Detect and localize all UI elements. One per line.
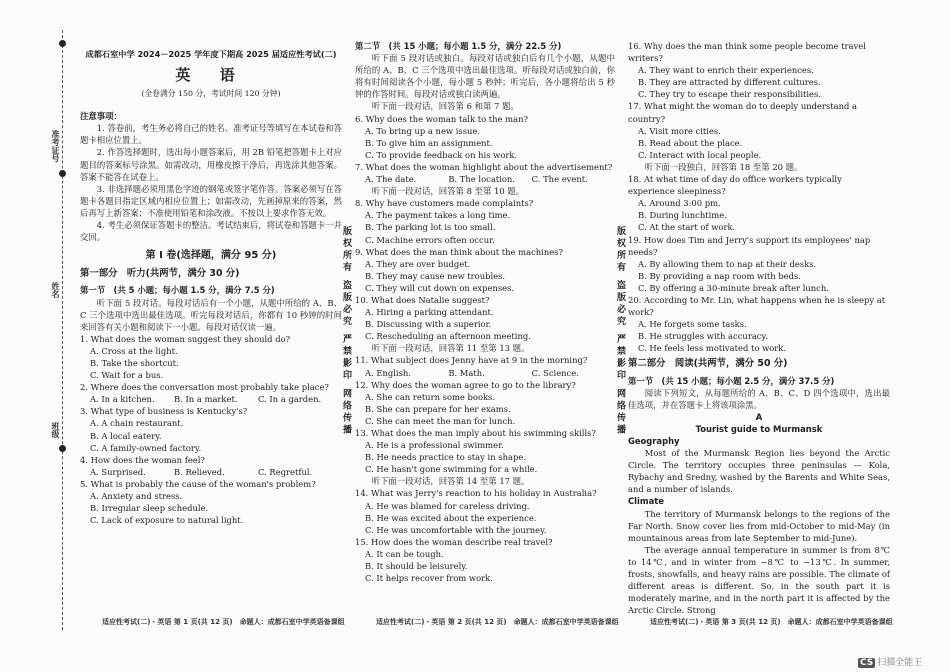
option: B. Discussing with a superior. (365, 319, 492, 330)
option: B. He struggles with accuracy. (638, 331, 768, 342)
page-2-column (355, 40, 615, 584)
option: C. She can meet the man for lunch. (365, 415, 516, 426)
option: A. He forgets some tasks. (638, 319, 747, 330)
passage-paragraph: Most of the Murmansk Region lies beyond the Arctic Circle. The territory occupies three peninsulas — Kola, Rybachy and Sredny, washed by the Barents and White Seas, and a number of islands. (628, 448, 890, 495)
option: A. They want to enrich their experiences. (638, 65, 814, 76)
binding-margin (18, 30, 66, 630)
binding-dot (59, 170, 66, 177)
passage-title: Tourist guide to Murmansk (695, 423, 823, 434)
option: A. They are over budget. (365, 258, 471, 269)
option: A. He was blamed for careless driving. (365, 500, 530, 511)
scanner-logo-icon: CS (860, 658, 874, 668)
question-stem: 5. What is probably the cause of the woman's problem? (80, 478, 316, 489)
passage-paragraph: The territory of Murmansk belongs to the regions of the Far North. Snow cover lies from mid-October to mid-May (in mountainous areas from late September to mid-June). (628, 508, 890, 543)
option: B. In a market. (174, 394, 238, 405)
option-row (80, 466, 342, 478)
option: A. Visit more cities. (638, 125, 721, 136)
option: A. The date. (365, 174, 417, 185)
option-row (355, 367, 615, 379)
option: C. Wait for a bus. (90, 370, 164, 381)
passage-heading: Geography (628, 436, 680, 446)
dialogue-intro: 听下面一段对话，回答第 8 至第 10 题。 (371, 186, 525, 197)
dialogue-intro: 听下面一段对话，回答第 6 和第 7 题。 (371, 101, 519, 112)
binding-dot (59, 40, 66, 47)
volume-title: 第 I 卷(选择题，满分 95 分) (145, 250, 277, 262)
page-3-column (628, 40, 890, 616)
option: A. Around 3:00 pm. (638, 198, 721, 209)
option: B. During lunchtime. (638, 210, 727, 221)
page-footer: 适应性考试(二)・英语 第 2 页(共 12 页) 命题人：成都石室中学英语备课组 (376, 618, 619, 626)
question-block (80, 381, 342, 405)
option: C. Rescheduling an afternoon meeting. (365, 331, 531, 342)
scanner-name: 扫描全能王 (877, 658, 923, 668)
question-stem: 17. What might the woman do to deeply understand a country? (628, 101, 858, 124)
option-row (80, 393, 342, 405)
dialogue-intro: 听下面一段对话，回答第 14 至第 17 题。 (371, 476, 530, 487)
question-block (80, 478, 342, 526)
option: C. Interact with local people. (638, 149, 762, 160)
passage-heading: Climate (628, 496, 664, 507)
option: B. They are attracted by different cultures. (638, 77, 821, 88)
option: C. He was uncomfortable with the journey. (365, 524, 547, 535)
option: C. It helps recover from work. (365, 573, 493, 584)
question-stem: 15. How does the woman describe real travel? (355, 536, 553, 547)
option: C. Science. (531, 367, 579, 378)
exam-title: 成都石室中学 2024－2025 学年度下期高 2025 届适应性考试(二) (85, 49, 337, 59)
note-item: 4. 考生必须保证答题卡的整洁。考试结束后，将试卷和答题卡一并交回。 (80, 220, 342, 243)
option: B. The location. (448, 174, 515, 185)
option: A. It can be tough. (365, 548, 444, 559)
option: A. She can return some books. (365, 391, 496, 402)
copyright-notice: 版权所有 盗版必究 严禁影印 网络传播 (615, 226, 625, 437)
question-block (80, 333, 342, 381)
subject-title: 英 语 (175, 66, 247, 85)
question-stem: 8. Why have customers made complaints? (355, 198, 534, 209)
question-stem: 2. Where does the conversation most probably take place? (80, 382, 329, 393)
option: A. Anxiety and stress. (90, 491, 183, 501)
question-stem: 9. What does the man think about the machines? (355, 246, 563, 257)
option: C. They try to escape their responsibilities. (638, 89, 821, 100)
notes-title: 注意事项： (80, 111, 122, 122)
option: C. Machine errors often occur. (365, 234, 495, 245)
question-stem: 12. Why does the woman agree to go to the library? (355, 379, 576, 390)
cut-line (62, 30, 63, 630)
binding-dot (59, 445, 66, 452)
option: A. In a kitchen. (90, 394, 155, 405)
option: B. Irregular sleep schedule. (90, 503, 209, 514)
option: A. By allowing them to nap at their desks. (638, 258, 817, 269)
note-item: 3. 非选择题必须用黑色字迹的钢笔或签字笔作答。答案必须写在答题卡各题目指定区域内相应位置上；如需改动，先画掉原来的答案，然后再写上新答案；不准使用铅笔和涂改液。不按以上要求作答无效。 (80, 183, 342, 218)
note-item: 2. 作答选择题时，选出每小题答案后，用 2B 铅笔把答题卡上对应题目的答案标号涂黑。如需改动，用橡皮擦干净后，再选涂其他答案。答案不能答在试卷上。 (80, 147, 343, 182)
passage-paragraph: The average annual temperature in summer is from 8℃ to 14℃, and in winter from −8℃ to −13℃. In summer, frosts, snowfalls, and heavy rains are possible. The climate of different areas is different. So, in the south part it is moderately marine, and in the north part it is affected by the Arctic Circle. Strong (628, 544, 890, 616)
section-instructions: 听下面 5 段对话或独白。每段对话或独白后有几个小题，从题中所给的 A、B、C 三个选项中选出最佳选项。听每段对话或独白前，你将有时间阅读各个小题，每小题 5 秒钟；听完后，各小题将给出 5 秒钟的作答时间。每段对话或独白读两遍。 (355, 53, 615, 100)
passage-letter: A (755, 411, 763, 422)
option: C. A family-owned factory. (90, 442, 202, 453)
option: B. The parking lot is too small. (365, 222, 496, 233)
question-block (80, 454, 342, 478)
option: B. They may cause new troubles. (365, 270, 506, 281)
exam-number-label: 准考证号 (51, 130, 60, 162)
note-item: 1. 答卷前，考生务必将自己的姓名、准考证号等填写在本试卷和答题卡相应位置上。 (80, 123, 342, 146)
option: B. He needs practice to stay in shape. (365, 452, 526, 463)
option: A. Cross at the light. (90, 345, 178, 356)
option: C. In a garden. (258, 394, 322, 405)
question-stem: 19. How does Tim and Jerry's support its employees' nap needs? (628, 234, 871, 257)
option: B. To give him an assignment. (365, 137, 493, 148)
option: B. She can prepare for her exams. (365, 403, 511, 414)
option: C. To provide feedback on his work. (365, 149, 518, 160)
option: C. He feels less motivated to work. (638, 343, 787, 354)
question-stem: 10. What does Natalie suggest? (355, 294, 490, 305)
option: C. They will cut down on expenses. (365, 282, 515, 293)
exam-info: (全卷满分 150 分，考试时间 120 分钟) (141, 89, 281, 99)
name-label: 姓名 (51, 282, 60, 298)
question-stem: 3. What type of business is Kentucky's? (80, 406, 248, 417)
question-stem: 1. What does the woman suggest they should do? (80, 333, 291, 344)
section-title: 第二节 (共 15 小题；每小题 1.5 分，满分 22.5 分) (355, 41, 562, 51)
option: A. Surprised. (90, 466, 146, 477)
question-stem: 20. According to Mr. Lin, what happens when he is sleepy at work? (628, 294, 886, 318)
option: C. Regretful. (258, 466, 313, 477)
option: B. He was excited about the experience. (365, 512, 537, 523)
option: A. He is a professional swimmer. (365, 440, 504, 451)
section-instructions: 听下面 5 段对话。每段对话后有一个小题，从题中所给的 A、B、C 三个选项中选出最佳选项。听完每段对话后，你都有 10 秒钟的时间来回答有关小题和阅读下一小题。每段对话仅读一遍。 (80, 297, 342, 332)
class-label: 班级 (51, 422, 60, 438)
option: B. Math. (448, 367, 485, 378)
option: C. He hasn't gone swimming for a while. (365, 464, 538, 475)
option: B. Relieved. (174, 466, 225, 477)
option: C. By offering a 30-minute break after lunch. (638, 282, 829, 293)
option: A. English. (365, 367, 411, 378)
question-stem: 14. What was Jerry's reaction to his holiday in Australia? (355, 488, 597, 499)
option: B. A local eatery. (90, 430, 162, 441)
option-row (355, 173, 615, 185)
dialogue-intro: 听下面一段独白，回答第 18 至第 20 题。 (644, 161, 803, 172)
question-stem: 4. How does the woman feel? (80, 454, 205, 465)
question-stem: 16. Why does the man think some people become travel writers? (628, 41, 866, 64)
question-stem: 6. Why does the woman talk to the man? (355, 113, 528, 124)
option: B. Read about the place. (638, 137, 743, 148)
section-title: 第一节 (共 5 小题；每小题 1.5 分，满分 7.5 分) (80, 285, 275, 296)
page-footer: 适应性考试(二)・英语 第 3 页(共 12 页) 命题人：成都石室中学英语备课组 (650, 618, 893, 626)
part-title: 第二部分 阅读(共两节，满分 50 分) (628, 358, 788, 370)
dialogue-intro: 听下面一段对话，回答第 11 至第 13 题。 (371, 343, 530, 354)
option: A. Hiring a parking attendant. (365, 307, 494, 318)
option: A. The payment takes a long time. (365, 210, 511, 221)
option: C. At the start of work. (638, 222, 736, 233)
option: C. The event. (531, 174, 588, 185)
question-stem: 11. What subject does Jenny have at 9 in the morning? (355, 355, 588, 366)
question-stem: 13. What does the man imply about his swimming skills? (355, 428, 596, 438)
section-title: 第一节 (共 15 小题；每小题 2.5 分，满分 37.5 分) (628, 375, 835, 386)
option: A. A chain restaurant. (90, 418, 184, 429)
question-stem: 18. At what time of day do office workers typically experience sleepiness? (628, 174, 842, 197)
option: A. To bring up a new issue. (365, 125, 481, 136)
option: B. It should be leisurely. (365, 561, 468, 572)
option: B. By providing a nap room with beds. (638, 270, 801, 281)
part-title: 第一部分 听力(共两节，满分 30 分) (80, 268, 240, 280)
copyright-notice: 版权所有 盗版必究 严禁影印 网络传播 (341, 226, 351, 437)
question-stem: 7. What does the woman highlight about the advertisement? (355, 161, 613, 172)
option: C. Lack of exposure to natural light. (90, 515, 244, 526)
page-footer: 适应性考试(二)・英语 第 1 页(共 12 页) 命题人：成都石室中学英语备课组 (102, 618, 345, 626)
question-block (80, 405, 342, 453)
option: B. Take the shortcut. (90, 357, 179, 368)
scanner-watermark (858, 655, 922, 668)
section-instructions: 阅读下列短文，从每题所给的 A、B、C、D 四个选项中，选出最佳选项，并在答题卡上将该项涂黑。 (628, 387, 890, 410)
page-1-column (80, 40, 342, 526)
